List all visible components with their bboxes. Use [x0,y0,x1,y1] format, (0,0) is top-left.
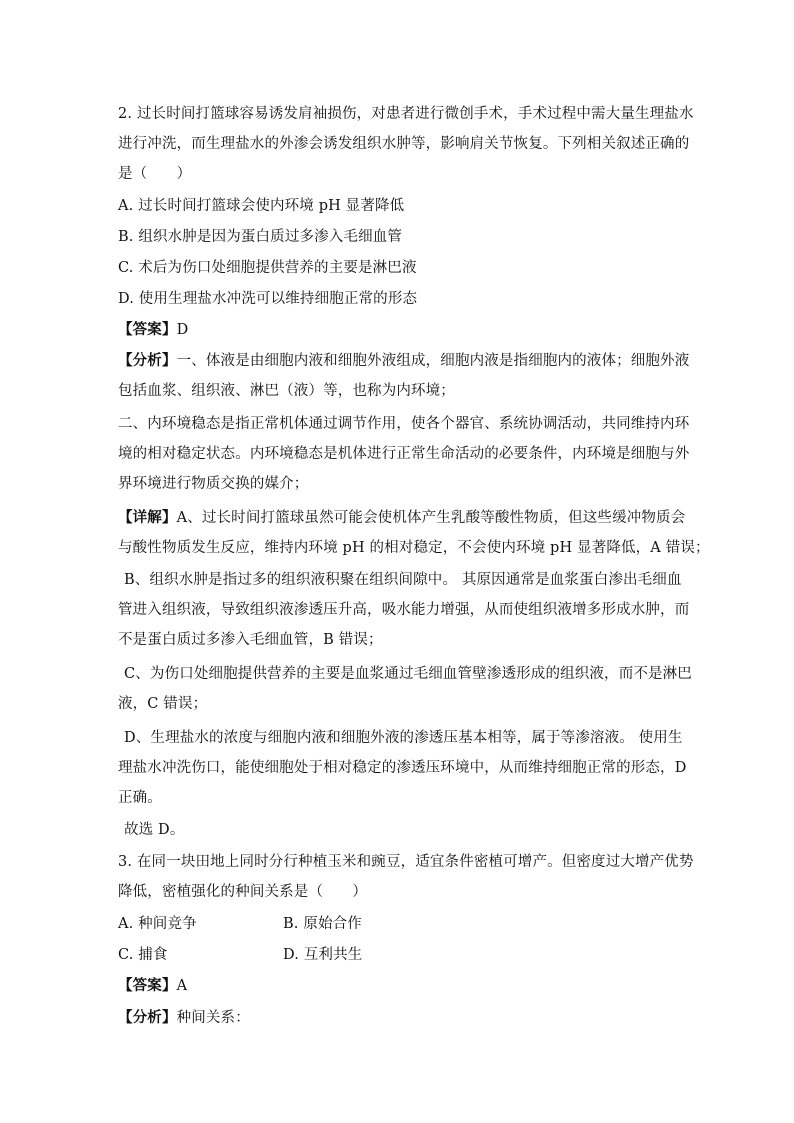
q2-detail-line-5: 不是蛋白质过多渗入毛细血管，B 错误； [118,632,383,648]
q2-detail-line-11: 故选 D。 [124,822,185,838]
q2-detail-line-6: C、为伤口处细胞提供营养的主要是血浆通过毛细血管壁渗透形成的组织液，而不是淋巴 [124,666,692,682]
q2-detail-line-8: D、生理盐水的浓度与细胞内液和细胞外液的渗透压基本相等，属于等渗溶液。 使用生 [124,730,683,746]
answer-value: D [176,322,189,338]
q2-stem-line-1: 2. 过长时间打篮球容易诱发肩袖损伤，对患者进行微创手术，手术过程中需大量生理盐水 [118,106,694,122]
q2-analysis-line-3: 二、内环境稳态是指正常机体通过调节作用，使各个器官、系统协调活动，共同维持内环 [118,416,690,432]
q2-detail-line-7: 液，C 错误； [118,696,208,712]
q3-option-b: B. 原始合作 [283,916,362,932]
q3-option-row-2 [118,945,363,965]
q2-answer [118,320,188,340]
analysis-label: 【分析】 [118,1009,177,1026]
q3-option-row-1 [118,914,362,934]
q2-analysis-line-4: 境的相对稳定状态。内环境稳态是机体进行正常生命活动的必要条件，内环境是细胞与外 [118,446,690,462]
q3-analysis [118,1008,250,1028]
q3-stem-line-2: 降低，密植强化的种间关系是（ ） [118,884,368,900]
q2-detail-line-4: 管进入组织液，导致组织液渗透压升高，吸水能力增强，从而使组织液增多形成水肿，而 [118,602,690,618]
q3-option-d: D. 互利共生 [283,947,363,963]
q2-option-b: B. 组织水肿是因为蛋白质过多渗入毛细血管 [118,229,403,245]
answer-label: 【答案】 [118,977,177,994]
q3-answer [118,976,187,996]
q2-analysis-line-1 [118,351,689,371]
q2-analysis-line-2: 包括血浆、组织液、淋巴（液）等，也称为内环境； [118,383,455,399]
q2-stem-line-3: 是（ ） [118,166,192,182]
q2-detail-line-9: 理盐水冲洗伤口，能使细胞处于相对稳定的渗透压环境中，从而维持细胞正常的形态，D [118,760,687,776]
answer-value: A [176,978,188,994]
analysis-text: 种间关系： [176,1010,250,1026]
q2-detail-line-10: 正确。 [118,790,162,806]
analysis-label: 【分析】 [118,352,177,369]
q3-stem-line-1: 3. 在同一块田地上同时分行种植玉米和豌豆，适宜条件密植可增产。但密度过大增产优势 [118,854,694,870]
q2-option-a: A. 过长时间打篮球会使内环境 pH 显著降低 [118,198,405,214]
q2-detail-line-1 [118,508,685,528]
q2-detail-line-3: B、组织水肿是指过多的组织液积聚在组织间隙中。 其原因通常是血浆蛋白渗出毛细血 [124,572,682,588]
answer-label: 【答案】 [118,321,177,338]
q2-analysis-line-5: 界环境进行物质交换的媒介； [118,476,309,492]
q3-option-c: C. 捕食 [118,947,168,963]
q2-option-c: C. 术后为伤口处细胞提供营养的主要是淋巴液 [118,260,417,276]
q2-stem-line-2: 进行冲洗，而生理盐水的外渗会诱发组织水肿等，影响肩关节恢复。下列相关叙述正确的 [118,136,690,152]
detail-label: 【详解】 [118,509,177,526]
analysis-text: 一、体液是由细胞内液和细胞外液组成，细胞内液是指细胞内的液体；细胞外液 [176,353,690,369]
detail-text: A、过长时间打篮球虽然可能会使机体产生乳酸等酸性物质，但这些缓冲物质会 [176,510,686,526]
q3-option-a: A. 种间竞争 [118,916,197,932]
q2-option-d: D. 使用生理盐水冲洗可以维持细胞正常的形态 [118,291,418,307]
q2-detail-line-2: 与酸性物质发生反应，维持内环境 pH 的相对稳定，不会使内环境 pH 显著降低，A 错误； [118,540,710,556]
